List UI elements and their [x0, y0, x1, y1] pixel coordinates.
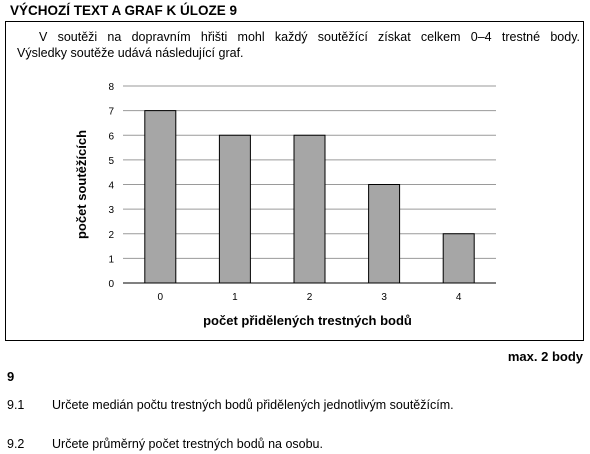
bar — [443, 234, 474, 283]
bar — [369, 185, 400, 284]
x-tick-labels — [158, 292, 462, 303]
y-tick-label: 5 — [108, 155, 114, 167]
question-9-2-number: 9.2 — [7, 437, 25, 451]
y-tick-labels — [108, 82, 114, 290]
max-points: max. 2 body — [507, 349, 583, 364]
question-9-2-text: Určete průměrný počet trestných bodů na osobu. — [52, 437, 323, 451]
y-axis-label: počet soutěžících — [74, 129, 89, 240]
chart-bars — [145, 111, 474, 283]
bar — [145, 111, 176, 283]
y-tick-label: 7 — [108, 106, 114, 118]
y-tick-label: 0 — [108, 279, 114, 290]
x-tick-label: 1 — [232, 292, 238, 303]
bar — [219, 135, 250, 283]
y-tick-label: 3 — [108, 205, 114, 217]
intro-line-2: Výsledky soutěže udává následující graf. — [17, 46, 244, 60]
x-tick-label: 3 — [381, 292, 387, 303]
question-9-1-number: 9.1 — [7, 398, 25, 412]
y-tick-label: 1 — [108, 254, 114, 266]
y-tick-label: 8 — [108, 82, 114, 93]
x-tick-label: 4 — [455, 292, 462, 303]
y-tick-label: 4 — [108, 180, 114, 192]
x-tick-label: 2 — [306, 292, 313, 303]
source-text-frame — [5, 21, 584, 341]
y-tick-label: 6 — [108, 131, 114, 143]
bar — [294, 135, 325, 283]
question-9-1-text: Určete medián počtu trestných bodů přidělených jednotlivým soutěžícím. — [52, 398, 454, 412]
x-axis-label: počet přidělených trestných bodů — [203, 313, 412, 328]
intro-line-1: V soutěži na dopravním hřišti mohl každý soutěžící získat celkem 0–4 trestné body. — [39, 30, 580, 44]
question-number: 9 — [7, 369, 15, 384]
bar-chart — [6, 22, 583, 340]
page-heading: VÝCHOZÍ TEXT A GRAF K ÚLOZE 9 — [10, 3, 238, 18]
y-tick-label: 2 — [108, 229, 114, 241]
x-tick-label: 0 — [157, 292, 164, 303]
